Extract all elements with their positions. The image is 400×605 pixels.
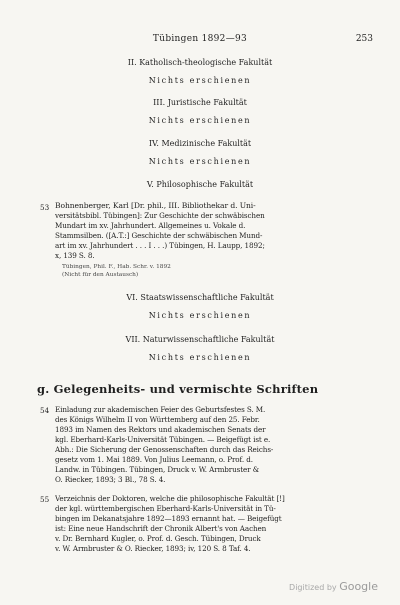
entry-line: Mundart im xv. Jahrhundert. Allgemeines u. Vokale d. (55, 222, 246, 230)
entry-line: v. W. Armbruster & O. Riecker, 1893; iv, 120 S. 8 Taf. 4. (55, 545, 251, 553)
entry-line: Abh.: Die Sicherung der Genossenschaften durch das Reichs- (55, 446, 274, 454)
running-title: Tübingen 1892—93 (152, 34, 248, 44)
entry-note: Tübingen, Phil. F., Hab. Schr. v. 1892 (62, 264, 171, 270)
faculty-status: Nichts erschienen (148, 76, 252, 85)
watermark-brand: Google (339, 580, 378, 593)
faculty-heading: II. Katholisch-theologische Fakultät (127, 58, 273, 67)
entry-line: x, 139 S. 8. (55, 252, 95, 260)
faculty-status: Nichts erschienen (148, 157, 252, 166)
entry-line: 1893 im Namen des Rektors und akademischen Senats der (55, 426, 266, 434)
entry-line: versitätsbibl. Tübingen]: Zur Geschichte der schwäbischen (55, 212, 265, 220)
page-number: 253 (355, 34, 373, 44)
entry-line: gesetz vom 1. Mai 1889. Von Julius Leemann, o. Prof. d. (55, 456, 253, 464)
entry-number: 55 (40, 495, 50, 504)
faculty-heading: III. Juristische Fakultät (153, 98, 247, 107)
section-heading: g. Gelegenheits- und vermischte Schriften (37, 382, 319, 396)
entry-line: Stammsilben. ([A.T.:] Geschichte der schwäbischen Mund- (55, 232, 263, 240)
running-head (0, 34, 400, 48)
entry-line: art im xv. Jahrhundert . . . I . . .) Tübingen, H. Laupp, 1892; (55, 242, 265, 250)
entry-line: bingen im Dekanatsjahre 1892—1893 ernannt hat. — Beigefügt (55, 515, 282, 523)
entry-number: 53 (40, 203, 50, 212)
faculty-heading: IV. Medizinische Fakultät (148, 139, 252, 148)
entry-line: Landw. in Tübingen. Tübingen, Druck v. W. Armbruster & (55, 466, 260, 474)
entry-line: ist: Eine neue Handschrift der Chronik Albert's von Aachen (55, 525, 267, 533)
entry-line: v. Dr. Bernhard Kugler, o. Prof. d. Gesch. Tübingen, Druck (55, 535, 261, 543)
faculty-heading: VII. Naturwissenschaftliche Fakultät (125, 335, 275, 344)
entry-line: Einladung zur akademischen Feier des Geburtsfestes S. M. (55, 406, 266, 414)
watermark-prefix: Digitized by (289, 583, 337, 592)
faculty-heading: V. Philosophische Fakultät (146, 180, 254, 189)
faculty-heading: VI. Staatswissenschaftliche Fakultät (126, 293, 274, 302)
faculty-status: Nichts erschienen (148, 116, 252, 125)
entry-line: des Königs Wilhelm II von Württemberg auf den 25. Febr. (55, 416, 260, 424)
entry-line: Verzeichnis der Doktoren, welche die philosophische Fakultät [!] (55, 495, 285, 503)
entry-line: O. Riecker, 1893; 3 Bl., 78 S. 4. (55, 476, 166, 484)
entry-note: (Nicht für den Austausch) (62, 272, 139, 278)
entry-line: Bohnenberger, Karl [Dr. phil., III. Bibliothekar d. Uni- (55, 202, 256, 210)
faculty-status: Nichts erschienen (148, 353, 252, 362)
faculty-status: Nichts erschienen (148, 311, 252, 320)
entry-line: kgl. Eberhard-Karls-Universität Tübingen. — Beigefügt ist e. (55, 436, 271, 444)
google-watermark (289, 580, 378, 593)
entry-number: 54 (40, 406, 50, 415)
entry-line: der kgl. württembergischen Eberhard-Karls-Universität in Tü- (55, 505, 276, 513)
